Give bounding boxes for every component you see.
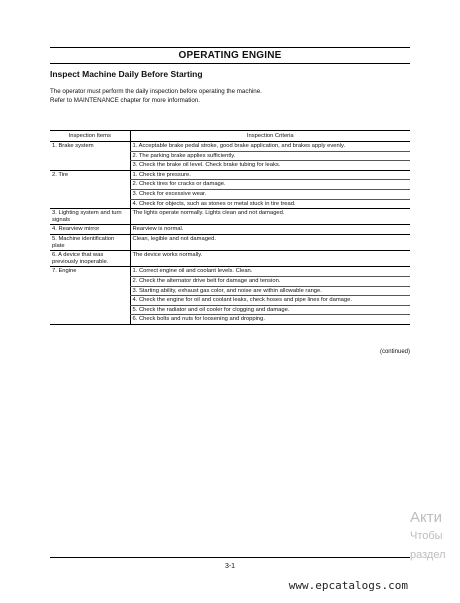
inspection-criterion: Rearview is normal. — [130, 225, 410, 235]
header-rule — [50, 47, 410, 48]
column-header-items: Inspection Items — [50, 131, 130, 142]
header-rule-bottom — [50, 63, 410, 64]
page-title: OPERATING ENGINE — [178, 50, 282, 61]
inspection-item: 7. Engine — [50, 267, 130, 325]
column-header-criteria: Inspection Criteria — [130, 131, 410, 142]
section-heading: Inspect Machine Daily Before Starting — [50, 69, 203, 79]
inspection-criterion: 1. Correct engine oil and coolant levels. Clean. — [130, 267, 410, 277]
page-number: 3-1 — [224, 563, 236, 570]
inspection-item: 3. Lighting system and turn signals — [50, 209, 130, 225]
inspection-criterion: 3. Check for excessive wear. — [130, 189, 410, 199]
inspection-criterion: 3. Starting ability, exhaust gas color, and noise are within allowable range. — [130, 286, 410, 296]
watermark-line: раздел — [410, 549, 446, 561]
table-row — [50, 209, 410, 225]
intro-paragraph — [50, 88, 410, 105]
watermark-line: Акти — [410, 509, 442, 526]
inspection-criterion: 3. Check the brake oil level. Check brake tubing for leaks. — [130, 161, 410, 171]
inspection-criterion: The lights operate normally. Lights clean and not damaged. — [130, 209, 410, 225]
table-header-row — [50, 131, 410, 142]
inspection-criterion: 5. Check the radiator and oil cooler for clogging and damage. — [130, 305, 410, 315]
inspection-criterion: 4. Check for objects, such as stones or metal stuck in tire tread. — [130, 199, 410, 209]
inspection-criterion: 2. Check tires for cracks or damage. — [130, 180, 410, 190]
inspection-table — [50, 130, 410, 325]
inspection-criterion: 2. Check the alternator drive belt for damage and tension. — [130, 276, 410, 286]
table-row — [50, 234, 410, 250]
table-row — [50, 142, 410, 152]
intro-line: The operator must perform the daily inspection before operating the machine. — [50, 88, 262, 95]
inspection-item: 5. Machine identification plate — [50, 234, 130, 250]
table-row — [50, 170, 410, 180]
table-row — [50, 251, 410, 267]
inspection-criterion: The device works normally. — [130, 251, 410, 267]
footer-rule — [50, 557, 410, 558]
inspection-criterion: 4. Check the engine for oil and coolant leaks, check hoses and pipe lines for damage. — [130, 296, 410, 306]
inspection-criterion: 1. Acceptable brake pedal stroke, good brake application, and brakes apply evenly. — [130, 142, 410, 152]
inspection-criterion: Clean, legible and not damaged. — [130, 234, 410, 250]
table-row — [50, 225, 410, 235]
inspection-item: 2. Tire — [50, 170, 130, 208]
inspection-criterion: 1. Check tire pressure. — [130, 170, 410, 180]
continued-note: (continued) — [379, 349, 410, 355]
table-row — [50, 267, 410, 277]
inspection-criterion: 6. Check bolts and nuts for loosening and dropping. — [130, 315, 410, 325]
inspection-item: 1. Brake system — [50, 142, 130, 171]
inspection-item: 4. Rearview mirror — [50, 225, 130, 235]
activation-watermark — [410, 508, 460, 565]
footer-url: www.epcatalogs.com — [288, 579, 408, 592]
intro-line: Refer to MAINTENANCE chapter for more information. — [50, 96, 200, 104]
inspection-criterion: 2. The parking brake applies sufficiently. — [130, 151, 410, 161]
watermark-line: Чтобы — [410, 530, 443, 542]
inspection-item: 6. A device that was previously inoperable. — [50, 251, 130, 267]
